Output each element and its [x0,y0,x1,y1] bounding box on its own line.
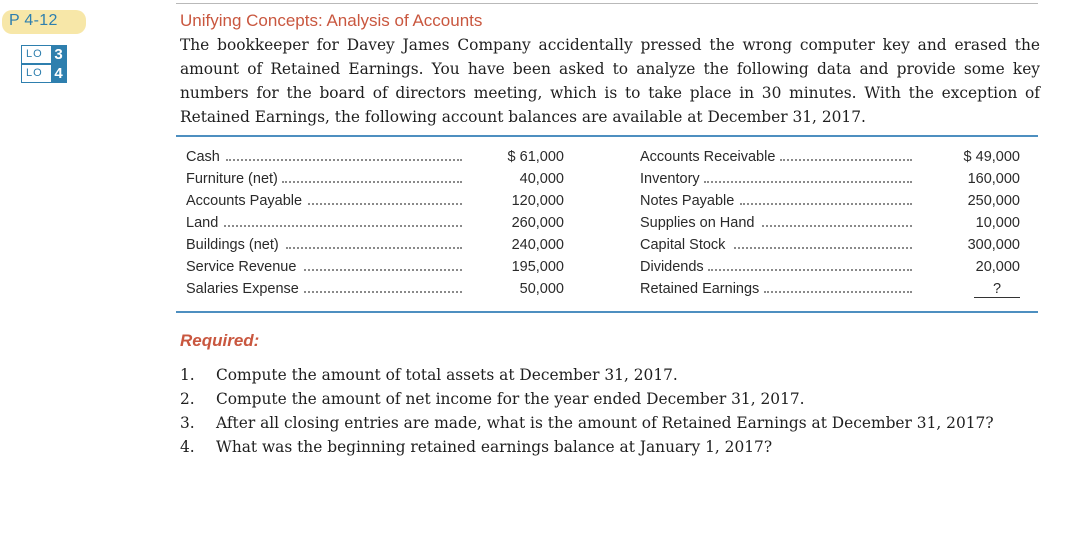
item-text: Compute the amount of total assets at December 31, 2017. [216,366,678,384]
problem-title: Unifying Concepts: Analysis of Accounts [180,11,483,30]
account-value: 160,000 [967,171,1020,187]
leader-dots [282,181,462,183]
account-value-unknown: ? [974,281,1020,298]
leader-dots [226,159,462,161]
account-value: 120,000 [511,193,564,209]
account-label: Notes Payable [640,193,738,209]
lo-number: 3 [51,45,66,64]
leader-dots [762,225,912,227]
account-label: Buildings (net) [186,237,283,253]
required-item [180,387,1040,411]
item-text: What was the beginning retained earnings balance at January 1, 2017? [216,438,773,456]
account-row [640,259,1020,281]
account-value: 300,000 [967,237,1020,253]
account-label: Inventory [640,171,704,187]
item-number: 1. [180,366,195,384]
leader-dots [734,247,912,249]
lo-prefix: LO [26,67,43,79]
account-row [186,237,564,259]
required-list [180,363,1040,459]
account-value: $ 49,000 [963,149,1020,165]
account-value: 40,000 [519,171,564,187]
section-rule [176,311,1038,313]
account-row [640,281,1020,303]
required-item [180,435,1040,459]
lo-prefix: LO [26,48,43,60]
account-row [640,171,1020,193]
item-number: 4. [180,438,195,456]
learning-objective-badge [21,45,67,64]
item-number: 3. [180,414,195,432]
top-rule [176,3,1038,4]
account-row [186,193,564,215]
account-value: 50,000 [519,281,564,297]
account-row [186,149,564,171]
account-label: Service Revenue [186,259,300,275]
account-row [186,215,564,237]
leader-dots [286,247,462,249]
problem-intro: The bookkeeper for Davey James Company accidentally pressed the wrong computer key and erased the amount of Retained Earnings. You have been asked to analyze the following data and provide some key numbers for the board of directors meeting, which is to take place in 30 minutes. With the exception of Retained Earnings, the following account balances are available at December 31, 2017. [180,36,1040,126]
account-row [186,281,564,303]
account-label: Cash [186,149,224,165]
account-label: Dividends [640,259,708,275]
leader-dots [224,225,462,227]
account-value: 195,000 [511,259,564,275]
account-label: Land [186,215,222,231]
section-rule [176,135,1038,137]
leader-dots [308,203,462,205]
required-item [180,411,1040,435]
account-label: Accounts Receivable [640,149,779,165]
item-text: Compute the amount of net income for the year ended December 31, 2017. [216,390,805,408]
account-value: $ 61,000 [507,149,564,165]
account-label: Capital Stock [640,237,729,253]
leader-dots [304,291,462,293]
leader-dots [704,181,912,183]
learning-objective-badge [21,64,67,83]
leader-dots [304,269,462,271]
leader-dots [708,269,912,271]
account-label: Salaries Expense [186,281,303,297]
leader-dots [764,291,912,293]
account-label: Accounts Payable [186,193,306,209]
account-label: Retained Earnings [640,281,763,297]
account-row [186,259,564,281]
leader-dots [780,159,912,161]
account-row [186,171,564,193]
account-value: 250,000 [967,193,1020,209]
account-row [640,215,1020,237]
account-value: 10,000 [975,215,1020,231]
item-text: After all closing entries are made, what is the amount of Retained Earnings at December 31, 2017? [216,414,994,432]
account-label: Furniture (net) [186,171,282,187]
required-heading: Required: [180,331,260,350]
lo-number: 4 [51,64,66,83]
item-number: 2. [180,390,195,408]
required-item [180,363,1040,387]
account-row [640,237,1020,259]
account-label: Supplies on Hand [640,215,758,231]
account-row [640,193,1020,215]
account-value: 240,000 [511,237,564,253]
account-value: 260,000 [511,215,564,231]
leader-dots [740,203,912,205]
problem-tag: P 4-12 [2,10,86,34]
account-value: 20,000 [975,259,1020,275]
account-row [640,149,1020,171]
